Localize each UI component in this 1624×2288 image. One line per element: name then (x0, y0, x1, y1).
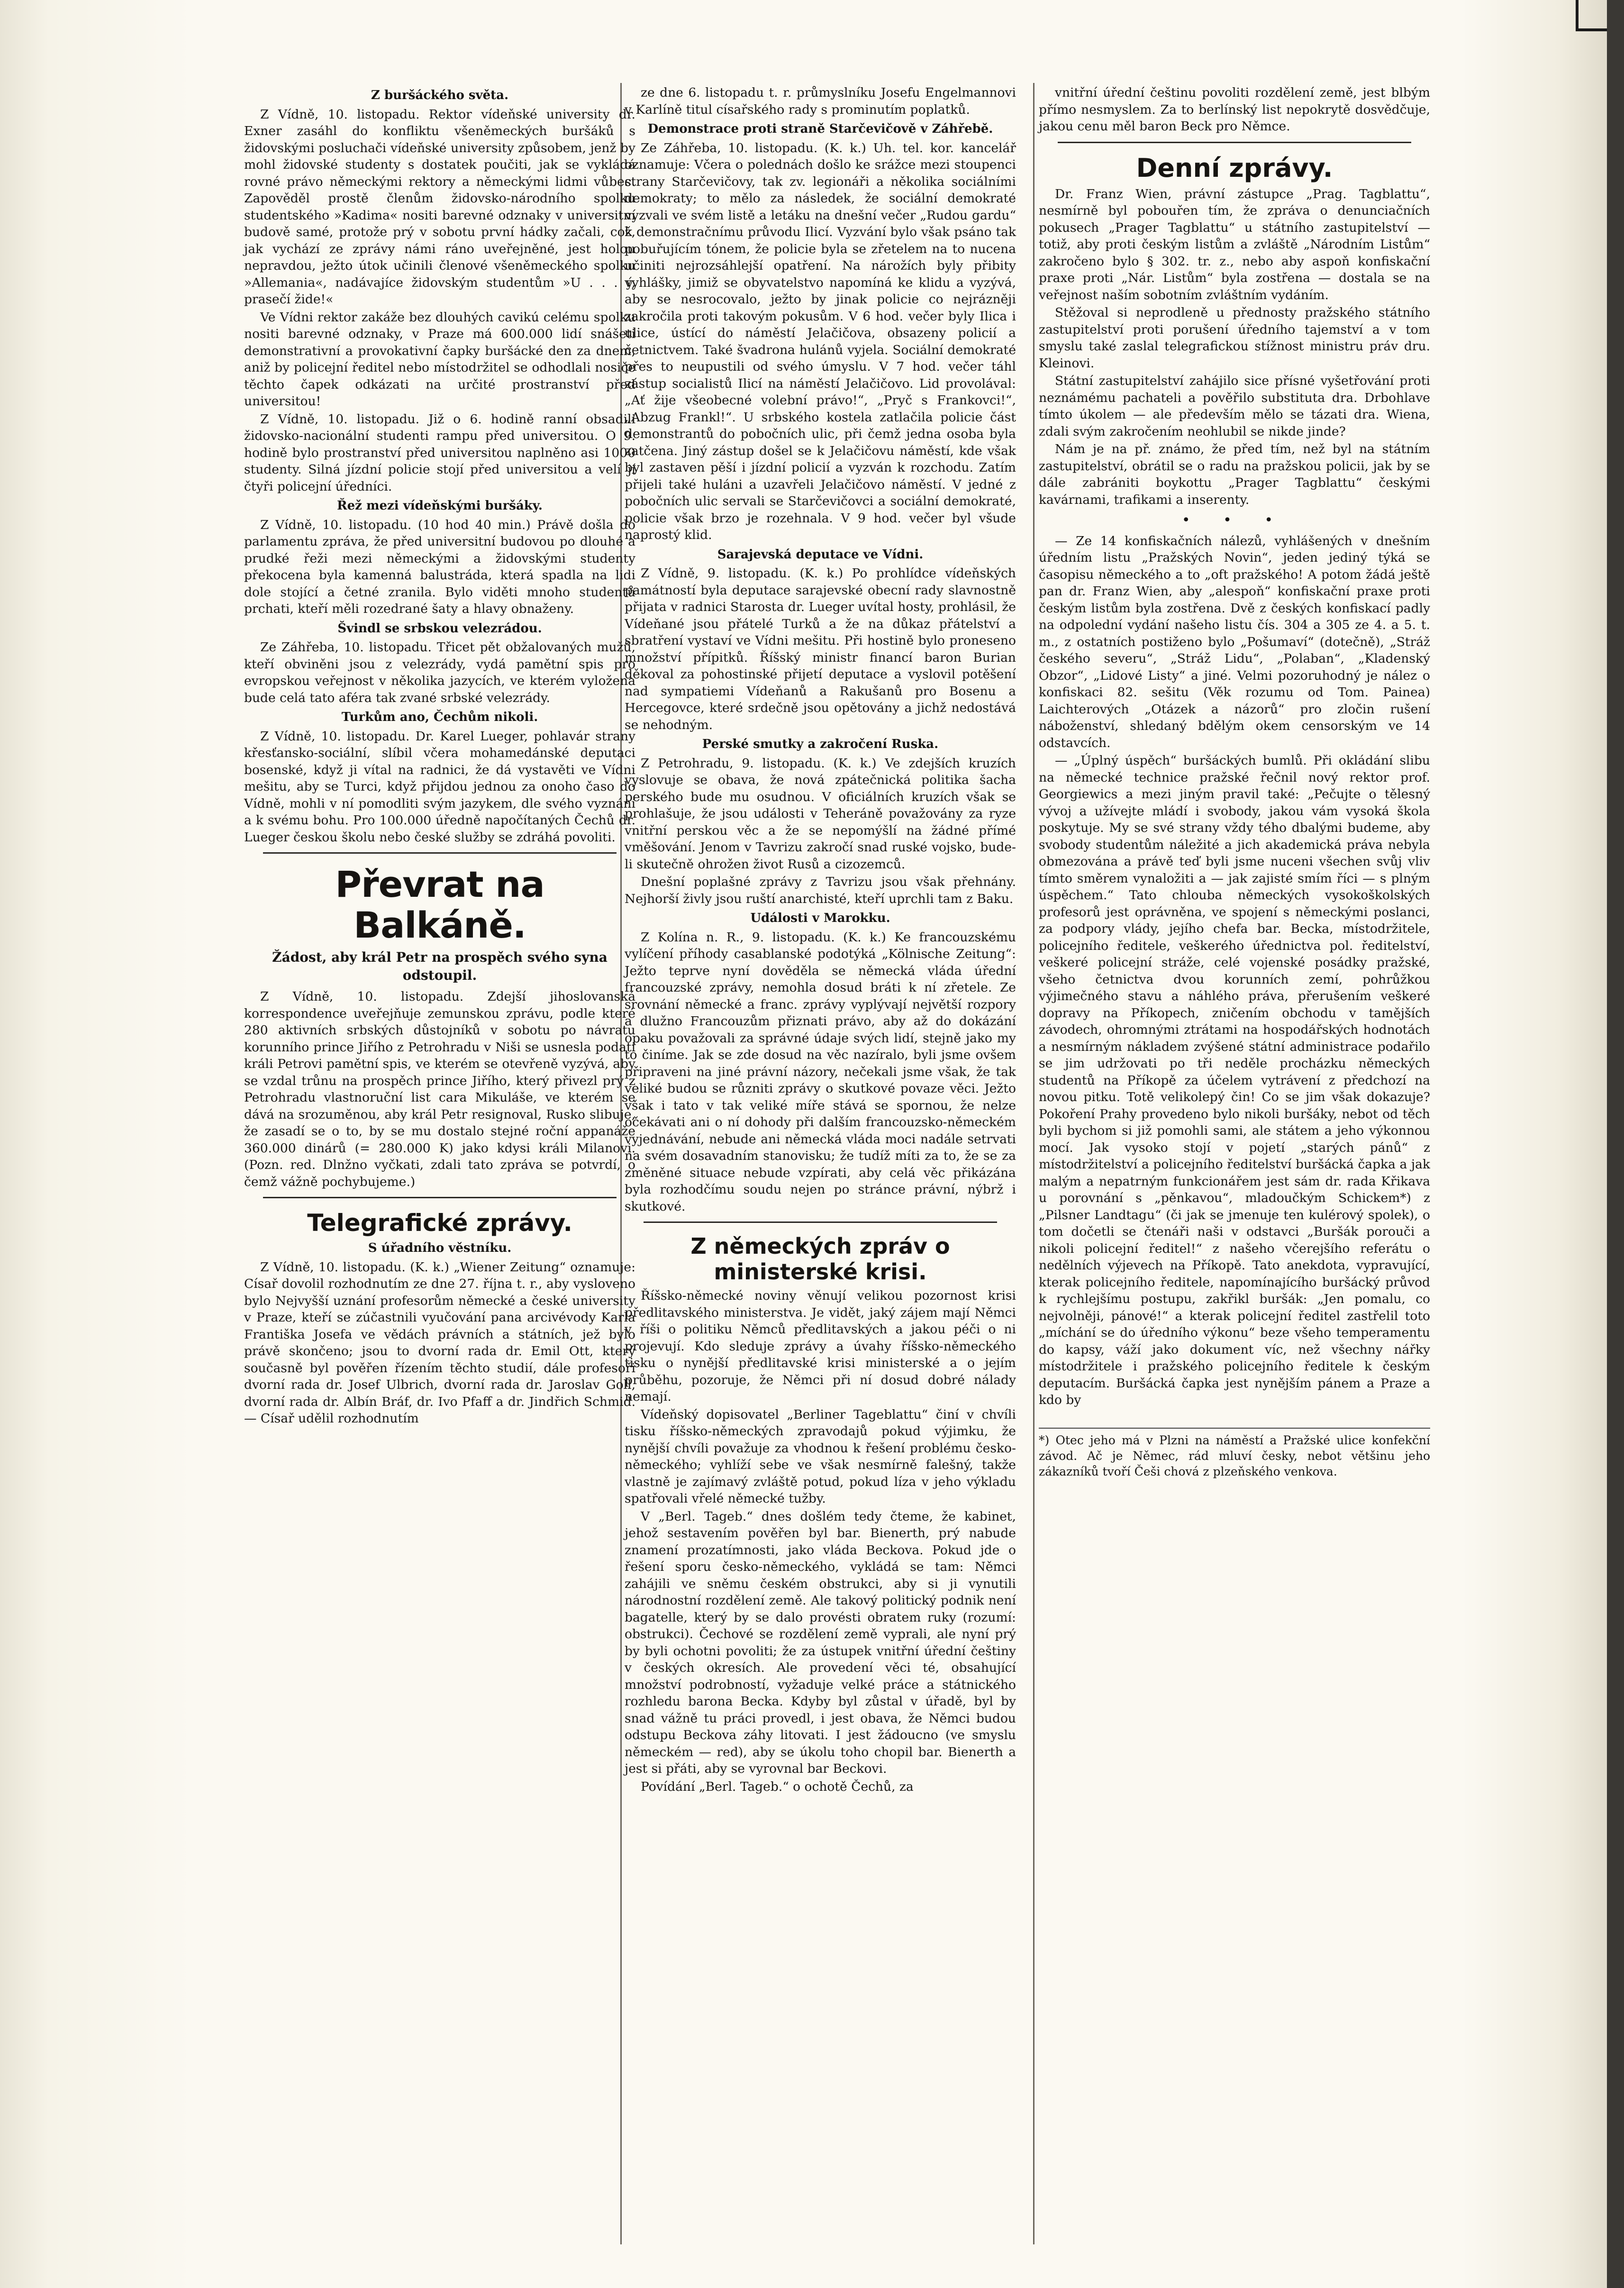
subheadline: Žádost, aby král Petr na prospěch svého syna odstoupil. (272, 949, 608, 983)
article-paragraph: Stěžoval si neprodleně u přednosty pražského státního zastupitelství proti porušení úředního tajemství a v tom smyslu také zaslal telegrafickou stížnost ministru práv dru. Kleinovi. (1039, 305, 1430, 371)
article-paragraph: Z Vídně, 10. listopadu. Zdejší jihoslovanská korrespondence uveřejňuje zemunskou zprávu, podle které 280 aktivních srbských důstojníků v sobotu po návratu korunního prince Jiřího z Petrohradu v Niši se usnesla podati králi Petrovi pamětní spis, ve kterém se otevřeně vyzývá, aby se vzdal trůnu na prospěch prince Jiřího, který přivezl prý z Petrohradu vlastnoruční list cara Mikuláše, ve kterém se dává na srozuměnou, aby král Petr resignoval, Rusko slibuje, že zasadí se o to, by se mu dostalo stejné roční appanáže 360.000 dinárů (= 280.000 K) jako kdysi králi Milanovi. (Pozn. red. Dlnžno vyčkati, zdali tato zpráva se potvrdí, o čemž vážně pochybujeme.) (244, 989, 635, 1189)
article-paragraph: Z Petrohradu, 9. listopadu. (K. k.) Ve zdejších kruzích vyslovuje se obava, že nová zpátečnická politika šacha perského bude mu osudnou. V oficiálních kruzích však se prohlašuje, že jsou události v Teheráně považovány za ryze vnitřní perskou věc a že se nepomýšlí na žádné přímé vměšování. Jenom v Tavrizu zakročí snad ruské vojsko, bude-li skutečně ohrožen život Rusů a cizozemců. (625, 756, 1016, 872)
article-paragraph: Z Vídně, 10. listopadu. Dr. Karel Lueger, pohlavár strany křesťansko-sociální, slíbil včera mohamedánské deputaci bosenské, když ji vítal na radnici, že dá vystavěti ve Vídni mešitu, aby se Turci, když přijdou jednou za onoho časo do Vídně, mohli v ní pomodliti svým jazykem, dle svého vyznání a k svému bohu. Pro 100.000 úředně napočítaných Čechů dr. Lueger českou školu nebo české služby se zdráhá povoliti. (244, 729, 635, 845)
article-paragraph: ze dne 6. listopadu t. r. průmyslníku Josefu Engelmannovi v Karlíně titul císařského rady s prominutím poplatků. (625, 85, 1016, 117)
headline-ministerial-crisis: Z německých zpráv o ministerské krisi. (690, 1233, 950, 1285)
article-paragraph: — Ze 14 konfiskačních nálezů, vyhlášených v dnešním úředním listu „Pražských Novin“, jeden jediný týká se časopisu německého a to „oft pražského! A potom žádá ještě pan dr. Franz Wien, aby „alespoň“ konfiskační praxe proti českým listům byla zostřena. Dvě z českých konfiskací padly na odpolední vydání našeho listu čís. 304 a 305 ze 4. a 5. t. m., z ostatních postiženo bylo „Pošumaví“ (dotečně), „Stráž českého severu“, „Stráž Lidu“, „Polaban“, „Kladenský Obzor“, „Lidové Listy“ a jiné. Velmi pozoruhodný je nález o konfiskaci 82. sešitu (Věk rozumu od Tom. Painea) Laichterových „Otázek a názorů“ pro zločin rušení náboženství, shledaný bdělým okem censorským ve 14 odstavcích. (1039, 533, 1430, 750)
article-paragraph: Dnešní poplašné zprávy z Tavrizu jsou však přehnány. Nejhorší živly jsou ruští anarchisté, kteří uprchli tam z Baku. (625, 875, 1016, 906)
divider (263, 1197, 617, 1198)
column-rule (1033, 83, 1034, 2244)
article-paragraph: Povídání „Berl. Tageb.“ o ochotě Čechů, za (641, 1779, 914, 1794)
article-paragraph: Ze Záhřeba, 10. listopadu. (K. k.) Uh. tel. kor. kancelář oznamuje: Včera o polednách došlo ke srážce mezi stoupenci strany Starčevičovy, tak zv. legionáři a několika sociálními demokraty; to mělo za následek, že sociální demokraté vyzvali ve svém listě a letáku na dnešní večer „Rudou gardu“ k demonstračnímu průvodu Ilicí. Vyzvání bylo však psáno tak pobuřujícím tónem, že policie byla se zřetelem na to nucena učiniti nejrozsáhlejší opatření. Na nárožích byly přibity vyhlášky, jimiž se obyvatelstvo napomíná ke klidu a vyzývá, aby se nesrocovalo, ježto by jinak policie co nejrázněji zakročila proti takovým pokusům. V 6 hod. večer byly Ilica i ulice, ústící do náměstí Jelačičova, obsazeny policií a četnictvem. Také švadrona hulánů vyjela. Sociální demokraté přes to neupustili od svého úmyslu. V 7 hod. večer táhl zástup socialistů Ilicí na náměstí Jelačičovo. Lid provolával: „Ať žije všeobecné volební právo!“, „Pryč s Frankovci!“, „Abzug Frankl!“. U srbského kostela zatlačila policie část demonstrantů do pobočních ulic, při čemž jedna osoba byla zatčena. Jiný zástup došel se k Jelačičovu náměstí, kde však byl zastaven pěší i jízdní policií a vyzván k rozchodu. Zatím přijeli také huláni a uzavřeli Jelačičovo náměstí. V jedné z pobočních ulic servali se Starčevičovci a sociální demokraté, policie však brzo je rozehnala. V 9 hod. večer byl všude naprostý klid. (625, 140, 1016, 542)
divider (1058, 142, 1411, 143)
article-paragraph: Ve Vídni rektor zakáže bez dlouhých cavikú celému spolku nositi barevné odznaky, v Praze má 600.000 lidí snášeti demonstrativní a provokativní čapky buršácké den za dnem, aniž by policejní ředitel nebo místodržitel se odhodlali nosiče těchto čapek odkázati na určité prostranství před universitou! (244, 310, 635, 409)
scan-edge (1607, 0, 1624, 2288)
article-paragraph: vnitřní úřední češtinu povoliti rozdělení země, jest blbým přímo nesmyslem. Za to berlínský list nepokrytě dosvědčuje, jakou cenu měl baron Beck pro Němce. (1039, 85, 1430, 134)
footnote: *) Otec jeho má v Plzni na náměstí a Pražské ulice konfekční závod. Ač je Němec, rád mluví česky, nebot většinu jeho zákazníků tvoří Češi chová z plzeňského venkova. (1039, 1428, 1430, 1479)
article-paragraph: Ze Záhřeba, 10. listopadu. Třicet pět obžalovaných mužů, kteří obviněni jsou z velezrády, vydá pamětní spis pro evropskou veřejnost v několika jazycích, ve kterém vyložena bude celá tato aféra tak zvané srbské velezrády. (244, 640, 635, 705)
section-heading: Události v Marokku. (750, 911, 890, 925)
crop-mark (1576, 0, 1607, 31)
article-paragraph: V „Berl. Tageb.“ dnes došlém tedy čteme, že kabinet, jehož sestavením pověřen byl bar. Bienerth, prý nabude znamení prozatímnosti, jako vláda Beckova. Pokud jde o řešení sporu česko-německého, vykládá se tam: Němci zahájili ve sněmu českém obstrukci, aby si ji vynutili národnostní rozdělení země. Ale takový politický podnik není bagatelle, který by se dalo provésti obratem ruky (rozumí: obstrukci). Čechové se rozdělení země vyprali, ale nyní prý by byli ochotni povoliti; že za ústupek vnitřní úřední češtiny v českých okresích. Ale provedení věci té, obsahující množství podrobností, vyžaduje velké práce a státnického rozhledu barona Becka. Kdyby byl zůstal v úřadě, byl by snad vážně tu práci provedl, i jest obava, že Němci budou odstupu Beckova záhy litovati. I jest žádoucno (ve smyslu německém — red), aby se úkolu toho chopil bar. Bienerth a jest si přáti, aby se vyrovnal bar Beckovi. (625, 1509, 1016, 1776)
divider (644, 1221, 997, 1223)
headline-telegraph: Telegrafické zprávy. (307, 1209, 572, 1237)
headline-daily-news: Denní zprávy. (1136, 153, 1333, 183)
article-paragraph: Vídeňský dopisovatel „Berliner Tageblattu“ činí v chvíli tisku říšsko-německých zpravodajů pokud výjimku, že nynější chvíli považuje za vhodnou k řešení problému česko-německého; vyhlíží sebe ve však nesmírně falešný, takže vlastně je zajímavý zvláště potud, pokud líza v jeho výkladu spatřovali vřelé německé tužby. (625, 1407, 1016, 1506)
section-heading: Řež mezi vídeňskými buršáky. (337, 499, 543, 513)
article-paragraph: Státní zastupitelství zahájilo sice přísné vyšetřování proti neznámému pachateli a pověřilo substituta dra. Drbohlave tímto úkolem — ale především mělo se tázati dra. Wiena, zdali svým zakročením neohlubil se nikde jinde? (1039, 374, 1430, 439)
article-paragraph: Dr. Franz Wien, právní zástupce „Prag. Tagblattu“, nesmírně byl pobouřen tím, že zpráva o denunciačních pokusech „Prager Tagblattu“ u státního zastupitelství — totiž, aby proti českým listům a zvláště „Národním Listům“ zakročeno bylo § 302. tr. z., nebo aby aspoň konfiskační praxe proti „Nár. Listům“ byla zostřena — dostala se na veřejnost naším sobotním zvláštním vydáním. (1039, 186, 1430, 302)
section-heading: Z buršáckého světa. (371, 88, 509, 102)
section-heading: Sarajevská deputace ve Vídni. (717, 547, 924, 562)
headline-balkan: Převrat na Balkáně. (335, 863, 544, 946)
section-separator: • • • (1181, 512, 1288, 529)
article-paragraph: Z Vídně, 10. listopadu. (K. k.) „Wiener Zeitung“ oznamuje: Císař dovolil rozhodnutím ze dne 27. října t. r., aby vysloveno bylo Nejvyšší uznání profesorům německé a české university v Praze, kteří se zúčastnili vyučování pana arcivévody Karla Františka Josefa ve vědách právních a státních, jež bylo právě skončeno; jsou to dvorní rada dr. Emil Ott, který současně byl pověřen řízením těchto studií, dále profesoři dvorní rada dr. Josef Ulbrich, dvorní rada dr. Jaroslav Goll, dvorní rada dr. Albín Bráf, dr. Ivo Pfaff a dr. Jindřich Schmid. — Císař udělil rozhodnutím (244, 1259, 635, 1426)
article-paragraph: Z Vídně, 10. listopadu. Rektor vídeňské university dr. Exner zasáhl do konfliktu všeněmeckých buršáků s židovskými posluchači vídeňské university způsobem, jenž by mohl židovské studenty s dostatek poučiti, jak se vykládá rovné právo německými rektory a německými lidmi vůbec. Zapověděl prostě členům židovsko-národního spolku studentského »Kadima« nositi barevné odznaky v universitní budově samé, protože prý v sobotu první hádky začali, což, jak vychází ze zprávy námi ráno uveřejněné, jest holou nepravdou, ježto útok učinili členové všeněmeckého spolku »Allemania«, nadávajíce židovským studentům »U . . . ý, prasečí žide!« (244, 107, 635, 307)
article-paragraph: Z Vídně, 10. listopadu. Již o 6. hodině ranní obsadili židovsko-nacionální studenti rampu před universitou. O 9. hodině bylo prostranství před universitou naplněno asi 1000 studenty. Silná jízdní policie stojí před universitou a velí jí čtyři policejní úředníci. (244, 411, 635, 494)
column-3 (1039, 84, 1430, 1479)
article-paragraph: — „Úplný úspěch“ buršáckých bumlů. Při okládání slibu na německé technice pražské řečnil nový rektor prof. Georgiewics a mezi jiným pravil také: „Pečujte o tělesný vývoj a užívejte mládí i svobody, jakou vám vysoká škola poskytuje. My se své strany vždy tého dbalými budeme, aby svobody studentům náležité a jich akademická práva nebyla obmezována a právě teď byli jsme nuceni všechen svůj vliv tímto směrem vynaložiti a — jak zajisté smím říci — s plným úspěchem.“ Tato chlouba německých vysokoškolských profesorů jest oprávněna, ve spojení s německými poslanci, za podpory vlády, jejího chefa bar. Becka, místodržitele, policejního ředitele, veškerého úřednictva pol. ředitelství, veškeré policejní stráže, celé vojenské posádky pražské, všeho četnictva dvou korunních zemí, pohrůžkou výjimečného stavu a náhlého práva, přerušením veškeré dopravy na Příkopech, zničením obchodu v tamějších závodech, ohromnými ztrátami na hospodářských hodnotách a nesmírným nákladem zvýšené státní administrace podařilo se jim udržovati po tři neděle procházku německých studentů na Příkopě za účelem vytrávení z předchozí na novou pitku. Totě velikolepý čin! Co se jim však dokazuje? Pokoření Prahy provedeno bylo nikoli buršáky, nebot od těch byli bychom si již pomohli sami, ale státem a jeho výkonnou mocí. Jak vysoko stojí v pojetí „starých pánů“ z místodržitelství a policejního ředitelství buršácká čapka a jak malým a nepatrným funkcionářem jest sám dr. rada Křikava u porovnání s „pěnkavou“, mladoučkým Schickem*) z „Pilsner Landtagu“ (či jak se jmenuje ten kulérový spolek), o tom dočetli se čtenáři naši v odstavci „Buršák porouči a nikoli policejní ředitel!“ z našeho včerejšího referátu o nedělních výjevech na Příkopě. Tato anekdota, vypravující, kterak policejního ředitele, napomínajícího buršácký průvod k rychlejšímu postupu, zakřikl buršák: „Jen pomalu, co nejvolněji, pánové!“ a kterak policejní ředitel zastřelil toto „míchání se do úředního výkonu“ beze všeho temperamentu do kapsy, váží jako dokument víc, než všechny nářky místodržitele i pražského policejního ředitele k českým deputacím. Buršácká čapka jest nynějším pánem a Praze a kdo by (1039, 753, 1430, 1407)
section-heading: Švindl se srbskou velezrádou. (337, 621, 542, 636)
article-paragraph: Říšsko-německé noviny věnují velikou pozornost krisi předlitavského ministerstva. Je vidět, jaký zájem mají Němci v říši o politiku Němců předlitavských a jakou péči o ni projevují. Kdo sleduje zprávy a úvahy říšsko-německého tisku o nynější předlitavské krisi ministerské a o jejím průběhu, pozoruje, že Němci při ní dosud dobré nálady nemají. (625, 1288, 1016, 1404)
column-1 (244, 84, 635, 1428)
column-2 (625, 84, 1016, 1796)
section-heading: S úřadního věstníku. (368, 1241, 512, 1255)
section-heading: Turkům ano, Čechům nikoli. (341, 710, 538, 724)
article-paragraph: Z Vídně, 9. listopadu. (K. k.) Po prohlídce vídeňských památností byla deputace sarajevské obecní rady slavnostně přijata v radnici Starosta dr. Lueger uvítal hosty, prohlásil, že Vídeňané jsou přátelé Turků a že na důkaz přátelství a sbratření vystaví ve Vídni mešitu. Při hostině bylo proneseno množství přípitků. Říšský ministr financí baron Burian děkoval za pohostinské přijetí deputace a vyslovil potěšení nad sympatiemi Vídeňanů a Rakušanů pro Bosenu a Hercegovce, které srdečně jsou opětovány a jichž nedostává se nehodným. (625, 566, 1016, 732)
article-paragraph: Z Kolína n. R., 9. listopadu. (K. k.) Ke francouzskému vylíčení příhody casablanské podotýká „Kölnische Zeitung“: Ježto teprve nyní dověděla se německá vláda úřední francouzské zprávy, nemohla dosud bráti k ní zřetele. Ze srovnání německé a franc. zprávy vyplývají největší rozpory a dlužno Francouzům přiznati právo, aby až do dokázání opaku považovali za správné údaje svých lidí, stejně jako my to činíme. Jak se zde dosud na věc nazíralo, byli jsme ovšem připraveni na jiné právní názory, nečekali jsme však, že tak veliké budou se různiti zprávy o skutkové povaze věci. Ježto však i tato v tak veliké míře stává se spornou, že nelze očekávati ani o ní dohody při dalším francouzsko-německém vyjednávání, nebude ani německá vláda moci nadále setrvati na svém dosavadním stanovisku; že tudíž míti za to, že se za změněné situace nebude vzpírati, aby celá věc přikázána byla rozhodčímu soudu nejen po stránce právní, nýbrž i skutkové. (625, 930, 1016, 1214)
section-heading: Perské smutky a zakročení Ruska. (702, 737, 939, 751)
article-paragraph: Nám je na př. známo, že před tím, než byl na státním zastupitelství, obrátil se o radu na pražskou policii, jak by se dále zabrániti boykottu „Prager Tagblattu“ českými kavárnami, trafikami a inserenty. (1039, 442, 1430, 507)
section-heading: Demonstrace proti straně Starčevičově v Záhřebě. (647, 122, 993, 136)
article-paragraph: Z Vídně, 10. listopadu. (10 hod 40 min.) Právě došla do parlamentu zpráva, že před universitní budovou po dlouhé a prudké řeži mezi německými a židovskými studenty překocena byla kamenná balustráda, která spadla na lidi dole stojící a četné zranila. Bylo viděti mnoho studentů prchati, kteří měli rozedrané šaty a hlavy obnaženy. (244, 517, 635, 616)
divider (263, 852, 617, 854)
